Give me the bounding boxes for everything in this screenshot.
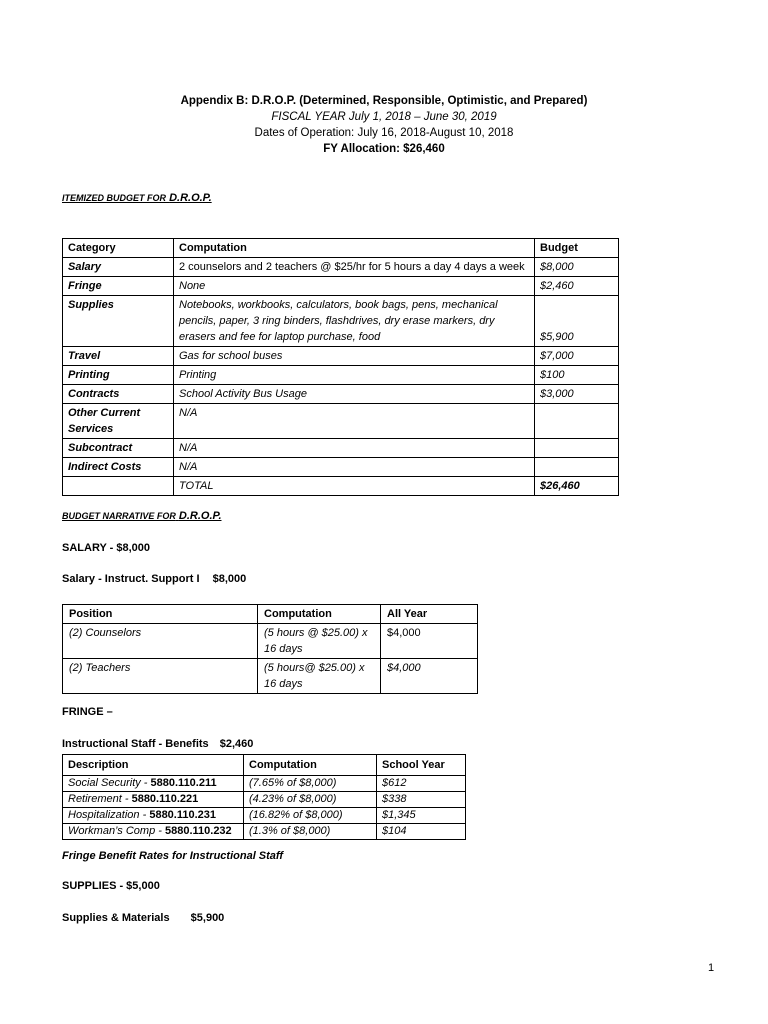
table-row (63, 258, 619, 277)
fy-allocation: FY Allocation: $26,460 (323, 143, 445, 155)
table-row (63, 347, 619, 366)
column-header: Description (63, 755, 244, 776)
category-cell: Fringe (63, 277, 174, 296)
computation-cell: Printing (174, 366, 535, 385)
table-row (63, 366, 619, 385)
supplies-title: SUPPLIES - $5,000 (62, 880, 160, 892)
category-cell: Printing (63, 366, 174, 385)
column-header: School Year (377, 755, 466, 776)
column-header: Computation (244, 755, 377, 776)
computation-cell: (4.23% of $8,000) (244, 792, 377, 808)
document-title: Appendix B: D.R.O.P. (Determined, Responsible, Optimistic, and Prepared) (180, 95, 588, 107)
fiscal-year: FISCAL YEAR July 1, 2018 – June 30, 2019 (271, 111, 497, 123)
table-row (63, 404, 619, 439)
category-cell: Indirect Costs (63, 458, 174, 477)
supplies-subtitle: Supplies & Materials $5,900 (62, 912, 225, 924)
school-year-cell: $1,345 (377, 808, 466, 824)
budget-cell (535, 404, 619, 439)
column-header: Position (63, 605, 258, 624)
budget-cell: $7,000 (535, 347, 619, 366)
computation-cell: School Activity Bus Usage (174, 385, 535, 404)
category-cell: Contracts (63, 385, 174, 404)
computation-cell: Gas for school buses (174, 347, 535, 366)
salary-subtitle: Salary - Instruct. Support I $8,000 (62, 573, 247, 585)
column-header: Computation (258, 605, 381, 624)
category-cell: Travel (63, 347, 174, 366)
table-row (63, 296, 619, 347)
total-label: TOTAL (174, 477, 535, 496)
table-row (63, 439, 619, 458)
table-row (63, 385, 619, 404)
fringe-title: FRINGE – (62, 706, 113, 718)
category-cell: Subcontract (63, 439, 174, 458)
budget-cell (535, 439, 619, 458)
school-year-cell: $104 (377, 824, 466, 840)
computation-cell: None (174, 277, 535, 296)
category-cell: Salary (63, 258, 174, 277)
total-row (63, 477, 619, 496)
description-cell: Hospitalization - 5880.110.231 (63, 808, 244, 824)
all-year-cell: $4,000 (381, 624, 478, 659)
fringe-subtitle: Instructional Staff - Benefits $2,460 (62, 738, 254, 750)
budget-cell: $100 (535, 366, 619, 385)
table-row (63, 824, 466, 840)
description-cell: Retirement - 5880.110.221 (63, 792, 244, 808)
budget-cell: $2,460 (535, 277, 619, 296)
computation-cell: (16.82% of $8,000) (244, 808, 377, 824)
table-header-row (63, 605, 478, 624)
itemized-budget-table (62, 238, 619, 496)
dates-of-operation: Dates of Operation: July 16, 2018-August 10, 2018 (254, 127, 514, 139)
column-header: Budget (535, 239, 619, 258)
table-row (63, 624, 478, 659)
budget-cell: $8,000 (535, 258, 619, 277)
salary-title: SALARY - $8,000 (62, 542, 151, 554)
salary-table (62, 604, 478, 694)
fringe-benefits-table (62, 754, 466, 840)
computation-cell: (1.3% of $8,000) (244, 824, 377, 840)
computation-cell: (5 hours@ $25.00) x 16 days (258, 659, 381, 694)
category-cell: Supplies (63, 296, 174, 347)
budget-narrative-heading: BUDGET NARRATIVE FOR D.R.O.P. (62, 510, 222, 522)
all-year-cell: $4,000 (381, 659, 478, 694)
description-cell: Workman’s Comp - 5880.110.232 (63, 824, 244, 840)
computation-cell: N/A (174, 439, 535, 458)
position-cell: (2) Counselors (63, 624, 258, 659)
description-cell: Social Security - 5880.110.211 (63, 776, 244, 792)
school-year-cell: $338 (377, 792, 466, 808)
computation-cell: N/A (174, 404, 535, 439)
empty-cell (63, 477, 174, 496)
table-row (63, 776, 466, 792)
column-header: Category (63, 239, 174, 258)
computation-cell: (5 hours @ $25.00) x 16 days (258, 624, 381, 659)
table-header-row (63, 755, 466, 776)
table-row (63, 792, 466, 808)
budget-cell: $3,000 (535, 385, 619, 404)
total-value: $26,460 (535, 477, 619, 496)
itemized-budget-heading: ITEMIZED BUDGET FOR D.R.O.P. (62, 192, 212, 204)
column-header: Computation (174, 239, 535, 258)
table-header-row (63, 239, 619, 258)
page-number: 1 (708, 962, 715, 974)
table-row (63, 808, 466, 824)
fringe-note: Fringe Benefit Rates for Instructional Staff (62, 850, 284, 862)
computation-cell: Notebooks, workbooks, calculators, book bags, pens, mechanical pencils, paper, 3 ring binders, flashdrives, dry erase markers, dry erasers and fee for laptop purchase, food (174, 296, 535, 347)
budget-cell: $5,900 (535, 296, 619, 347)
category-cell: Other Current Services (63, 404, 174, 439)
computation-cell: (7.65% of $8,000) (244, 776, 377, 792)
school-year-cell: $612 (377, 776, 466, 792)
computation-cell: N/A (174, 458, 535, 477)
table-row (63, 277, 619, 296)
column-header: All Year (381, 605, 478, 624)
table-row (63, 659, 478, 694)
computation-cell: 2 counselors and 2 teachers @ $25/hr for 5 hours a day 4 days a week (174, 258, 535, 277)
position-cell: (2) Teachers (63, 659, 258, 694)
budget-cell (535, 458, 619, 477)
table-row (63, 458, 619, 477)
